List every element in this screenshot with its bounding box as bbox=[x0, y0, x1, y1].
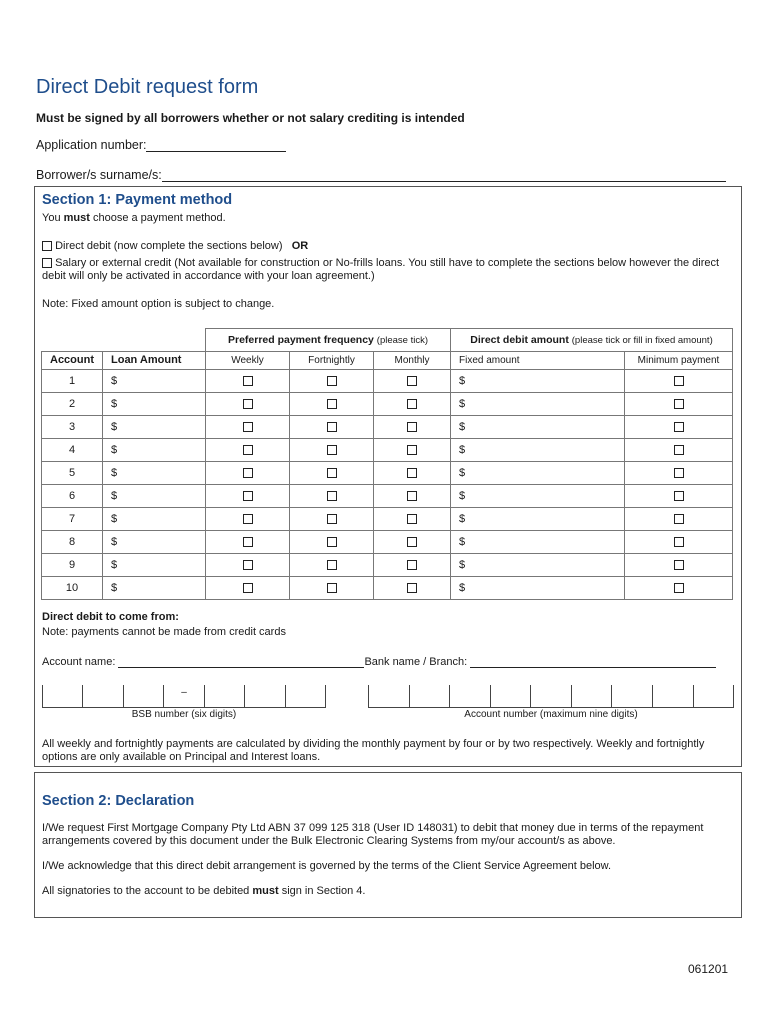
section2-title: Section 2: Declaration bbox=[42, 793, 195, 809]
page-subtitle: Must be signed by all borrowers whether or not salary crediting is intended bbox=[36, 111, 465, 125]
account-number-cell: 4 bbox=[42, 438, 103, 461]
weekly-checkbox[interactable] bbox=[243, 514, 253, 524]
account-number-field[interactable] bbox=[368, 685, 734, 708]
col-weekly: Weekly bbox=[206, 351, 290, 369]
minimum-payment-checkbox[interactable] bbox=[674, 491, 684, 501]
fixed-amount-cell[interactable]: $ bbox=[451, 461, 625, 484]
fortnightly-checkbox[interactable] bbox=[327, 422, 337, 432]
minimum-payment-checkbox[interactable] bbox=[674, 560, 684, 570]
monthly-cell bbox=[374, 576, 451, 599]
loan-amount-cell[interactable]: $ bbox=[103, 415, 206, 438]
weekly-cell bbox=[206, 369, 290, 392]
fortnightly-cell bbox=[290, 369, 374, 392]
table-row bbox=[42, 369, 733, 392]
fortnightly-checkbox[interactable] bbox=[327, 376, 337, 386]
fixed-amount-cell[interactable]: $ bbox=[451, 530, 625, 553]
minimum-payment-checkbox[interactable] bbox=[674, 468, 684, 478]
loan-amount-cell[interactable]: $ bbox=[103, 484, 206, 507]
weekly-checkbox[interactable] bbox=[243, 422, 253, 432]
option-direct-debit: Direct debit (now complete the sections below) OR bbox=[42, 240, 308, 252]
monthly-checkbox[interactable] bbox=[407, 422, 417, 432]
monthly-checkbox[interactable] bbox=[407, 468, 417, 478]
application-number-label: Application number: bbox=[36, 138, 147, 152]
fixed-amount-cell[interactable]: $ bbox=[451, 484, 625, 507]
account-number-caption: Account number (maximum nine digits) bbox=[464, 709, 638, 720]
loan-amount-cell[interactable]: $ bbox=[103, 576, 206, 599]
minimum-payment-checkbox[interactable] bbox=[674, 445, 684, 455]
minimum-payment-cell bbox=[625, 576, 733, 599]
account-number-cell: 8 bbox=[42, 530, 103, 553]
account-name-row bbox=[42, 655, 716, 668]
table-row bbox=[42, 507, 733, 530]
fortnightly-cell bbox=[290, 415, 374, 438]
fortnightly-cell bbox=[290, 484, 374, 507]
monthly-checkbox[interactable] bbox=[407, 445, 417, 455]
fortnightly-checkbox[interactable] bbox=[327, 537, 337, 547]
minimum-payment-cell bbox=[625, 507, 733, 530]
weekly-cell bbox=[206, 530, 290, 553]
fortnightly-cell bbox=[290, 576, 374, 599]
application-number-field[interactable] bbox=[146, 138, 286, 152]
monthly-checkbox[interactable] bbox=[407, 399, 417, 409]
borrower-surname-label: Borrower/s surname/s: bbox=[36, 168, 162, 182]
weekly-checkbox[interactable] bbox=[243, 560, 253, 570]
bsb-number-field[interactable] bbox=[42, 685, 326, 708]
salary-credit-checkbox[interactable] bbox=[42, 258, 52, 268]
bsb-separator: – bbox=[163, 685, 203, 707]
weekly-checkbox[interactable] bbox=[243, 468, 253, 478]
weekly-checkbox[interactable] bbox=[243, 537, 253, 547]
fixed-amount-cell[interactable]: $ bbox=[451, 392, 625, 415]
account-number-cell: 2 bbox=[42, 392, 103, 415]
monthly-checkbox[interactable] bbox=[407, 376, 417, 386]
account-number-cell: 3 bbox=[42, 415, 103, 438]
bsb-caption: BSB number (six digits) bbox=[131, 709, 237, 720]
minimum-payment-cell bbox=[625, 369, 733, 392]
weekly-cell bbox=[206, 438, 290, 461]
page-title: Direct Debit request form bbox=[36, 76, 259, 98]
account-name-field[interactable] bbox=[118, 655, 364, 668]
account-number-cell: 9 bbox=[42, 553, 103, 576]
fortnightly-checkbox[interactable] bbox=[327, 560, 337, 570]
fortnightly-checkbox[interactable] bbox=[327, 468, 337, 478]
application-number-row bbox=[36, 138, 286, 152]
col-fixed-amount: Fixed amount bbox=[451, 351, 625, 369]
fortnightly-checkbox[interactable] bbox=[327, 514, 337, 524]
account-number-cell: 6 bbox=[42, 484, 103, 507]
weekly-cell bbox=[206, 415, 290, 438]
weekly-checkbox[interactable] bbox=[243, 445, 253, 455]
loan-amount-cell[interactable]: $ bbox=[103, 369, 206, 392]
weekly-cell bbox=[206, 484, 290, 507]
minimum-payment-checkbox[interactable] bbox=[674, 399, 684, 409]
debit-from-title: Direct debit to come from: bbox=[42, 611, 179, 623]
monthly-cell bbox=[374, 438, 451, 461]
weekly-cell bbox=[206, 507, 290, 530]
account-number-cell: 10 bbox=[42, 576, 103, 599]
weekly-checkbox[interactable] bbox=[243, 376, 253, 386]
weekly-cell bbox=[206, 392, 290, 415]
minimum-payment-checkbox[interactable] bbox=[674, 514, 684, 524]
fortnightly-checkbox[interactable] bbox=[327, 583, 337, 593]
account-number-cell: 1 bbox=[42, 369, 103, 392]
fortnightly-cell bbox=[290, 507, 374, 530]
fixed-amount-cell[interactable]: $ bbox=[451, 438, 625, 461]
minimum-payment-checkbox[interactable] bbox=[674, 422, 684, 432]
minimum-payment-cell bbox=[625, 438, 733, 461]
col-minimum-payment: Minimum payment bbox=[625, 351, 733, 369]
account-name-label: Account name: bbox=[42, 656, 116, 668]
monthly-checkbox[interactable] bbox=[407, 514, 417, 524]
monthly-cell bbox=[374, 369, 451, 392]
section1-instruction: You must choose a payment method. bbox=[42, 212, 226, 224]
fortnightly-cell bbox=[290, 438, 374, 461]
fixed-amount-cell[interactable]: $ bbox=[451, 415, 625, 438]
loan-amount-cell[interactable]: $ bbox=[103, 530, 206, 553]
borrower-surname-field[interactable] bbox=[162, 168, 726, 182]
fortnightly-checkbox[interactable] bbox=[327, 491, 337, 501]
section1-title: Section 1: Payment method bbox=[42, 192, 233, 208]
fortnightly-cell bbox=[290, 553, 374, 576]
weekly-checkbox[interactable] bbox=[243, 399, 253, 409]
monthly-cell bbox=[374, 415, 451, 438]
table-row bbox=[42, 438, 733, 461]
monthly-checkbox[interactable] bbox=[407, 583, 417, 593]
amount-header: Direct debit amount (please tick or fill in fixed amount) bbox=[451, 329, 733, 352]
minimum-payment-cell bbox=[625, 484, 733, 507]
monthly-checkbox[interactable] bbox=[407, 537, 417, 547]
frequency-footnote: All weekly and fortnightly payments are calculated by dividing the monthly payment by four or by two respectively. Weekly and fortnightly options are only available on Principal and Interest loans. bbox=[42, 738, 705, 763]
monthly-cell bbox=[374, 392, 451, 415]
table-row bbox=[42, 392, 733, 415]
table-row bbox=[42, 530, 733, 553]
fortnightly-checkbox[interactable] bbox=[327, 445, 337, 455]
table-row bbox=[42, 415, 733, 438]
minimum-payment-cell bbox=[625, 461, 733, 484]
fixed-amount-cell[interactable]: $ bbox=[451, 576, 625, 599]
loan-amount-cell[interactable]: $ bbox=[103, 553, 206, 576]
payment-table bbox=[41, 328, 733, 600]
minimum-payment-cell bbox=[625, 530, 733, 553]
option-salary-credit: Salary or external credit (Not available for construction or No-frills loans. You still have to complete the sections below however the direct debit will only be activated in accordance with your loan agreement.) bbox=[42, 257, 720, 282]
weekly-cell bbox=[206, 461, 290, 484]
table-row bbox=[42, 576, 733, 599]
account-number-cell: 5 bbox=[42, 461, 103, 484]
monthly-cell bbox=[374, 507, 451, 530]
weekly-checkbox[interactable] bbox=[243, 583, 253, 593]
minimum-payment-cell bbox=[625, 392, 733, 415]
loan-amount-cell[interactable]: $ bbox=[103, 507, 206, 530]
table-row bbox=[42, 553, 733, 576]
declaration-para2: I/We acknowledge that this direct debit arrangement is governed by the terms of the Client Service Agreement below. bbox=[42, 860, 612, 872]
loan-amount-cell[interactable]: $ bbox=[103, 392, 206, 415]
col-fortnightly: Fortnightly bbox=[290, 351, 374, 369]
fortnightly-cell bbox=[290, 392, 374, 415]
fixed-amount-cell[interactable]: $ bbox=[451, 369, 625, 392]
fortnightly-cell bbox=[290, 461, 374, 484]
col-account: Account bbox=[42, 351, 103, 369]
minimum-payment-cell bbox=[625, 553, 733, 576]
form-code: 061201 bbox=[688, 962, 729, 976]
monthly-cell bbox=[374, 484, 451, 507]
col-monthly: Monthly bbox=[374, 351, 451, 369]
loan-amount-cell[interactable]: $ bbox=[103, 438, 206, 461]
weekly-checkbox[interactable] bbox=[243, 491, 253, 501]
borrower-surname-row bbox=[36, 168, 726, 182]
declaration-para3: All signatories to the account to be debited must sign in Section 4. bbox=[42, 885, 366, 897]
minimum-payment-cell bbox=[625, 415, 733, 438]
fortnightly-checkbox[interactable] bbox=[327, 399, 337, 409]
fixed-amount-cell[interactable]: $ bbox=[451, 553, 625, 576]
weekly-cell bbox=[206, 576, 290, 599]
minimum-payment-checkbox[interactable] bbox=[674, 583, 684, 593]
monthly-checkbox[interactable] bbox=[407, 491, 417, 501]
minimum-payment-checkbox[interactable] bbox=[674, 537, 684, 547]
frequency-header: Preferred payment frequency (please tick) bbox=[206, 329, 451, 352]
account-number-cell: 7 bbox=[42, 507, 103, 530]
col-loan-amount: Loan Amount bbox=[103, 351, 206, 369]
fortnightly-cell bbox=[290, 530, 374, 553]
loan-amount-cell[interactable]: $ bbox=[103, 461, 206, 484]
minimum-payment-checkbox[interactable] bbox=[674, 376, 684, 386]
monthly-cell bbox=[374, 553, 451, 576]
monthly-cell bbox=[374, 530, 451, 553]
table-row bbox=[42, 461, 733, 484]
weekly-cell bbox=[206, 553, 290, 576]
debit-from-note: Note: payments cannot be made from credit cards bbox=[42, 626, 286, 638]
bank-branch-field[interactable] bbox=[470, 655, 716, 668]
direct-debit-checkbox[interactable] bbox=[42, 241, 52, 251]
declaration-para1: I/We request First Mortgage Company Pty Ltd ABN 37 099 125 318 (User ID 148031) to debit that money due in terms of the repayment arrangements covered by this document under the Bulk Electronic Clearing Systems from my/our account/s as above. bbox=[42, 822, 704, 847]
monthly-cell bbox=[374, 461, 451, 484]
bank-branch-label: Bank name / Branch: bbox=[364, 656, 468, 668]
fixed-amount-cell[interactable]: $ bbox=[451, 507, 625, 530]
fixed-amount-note: Note: Fixed amount option is subject to change. bbox=[42, 298, 275, 310]
table-row bbox=[42, 484, 733, 507]
monthly-checkbox[interactable] bbox=[407, 560, 417, 570]
